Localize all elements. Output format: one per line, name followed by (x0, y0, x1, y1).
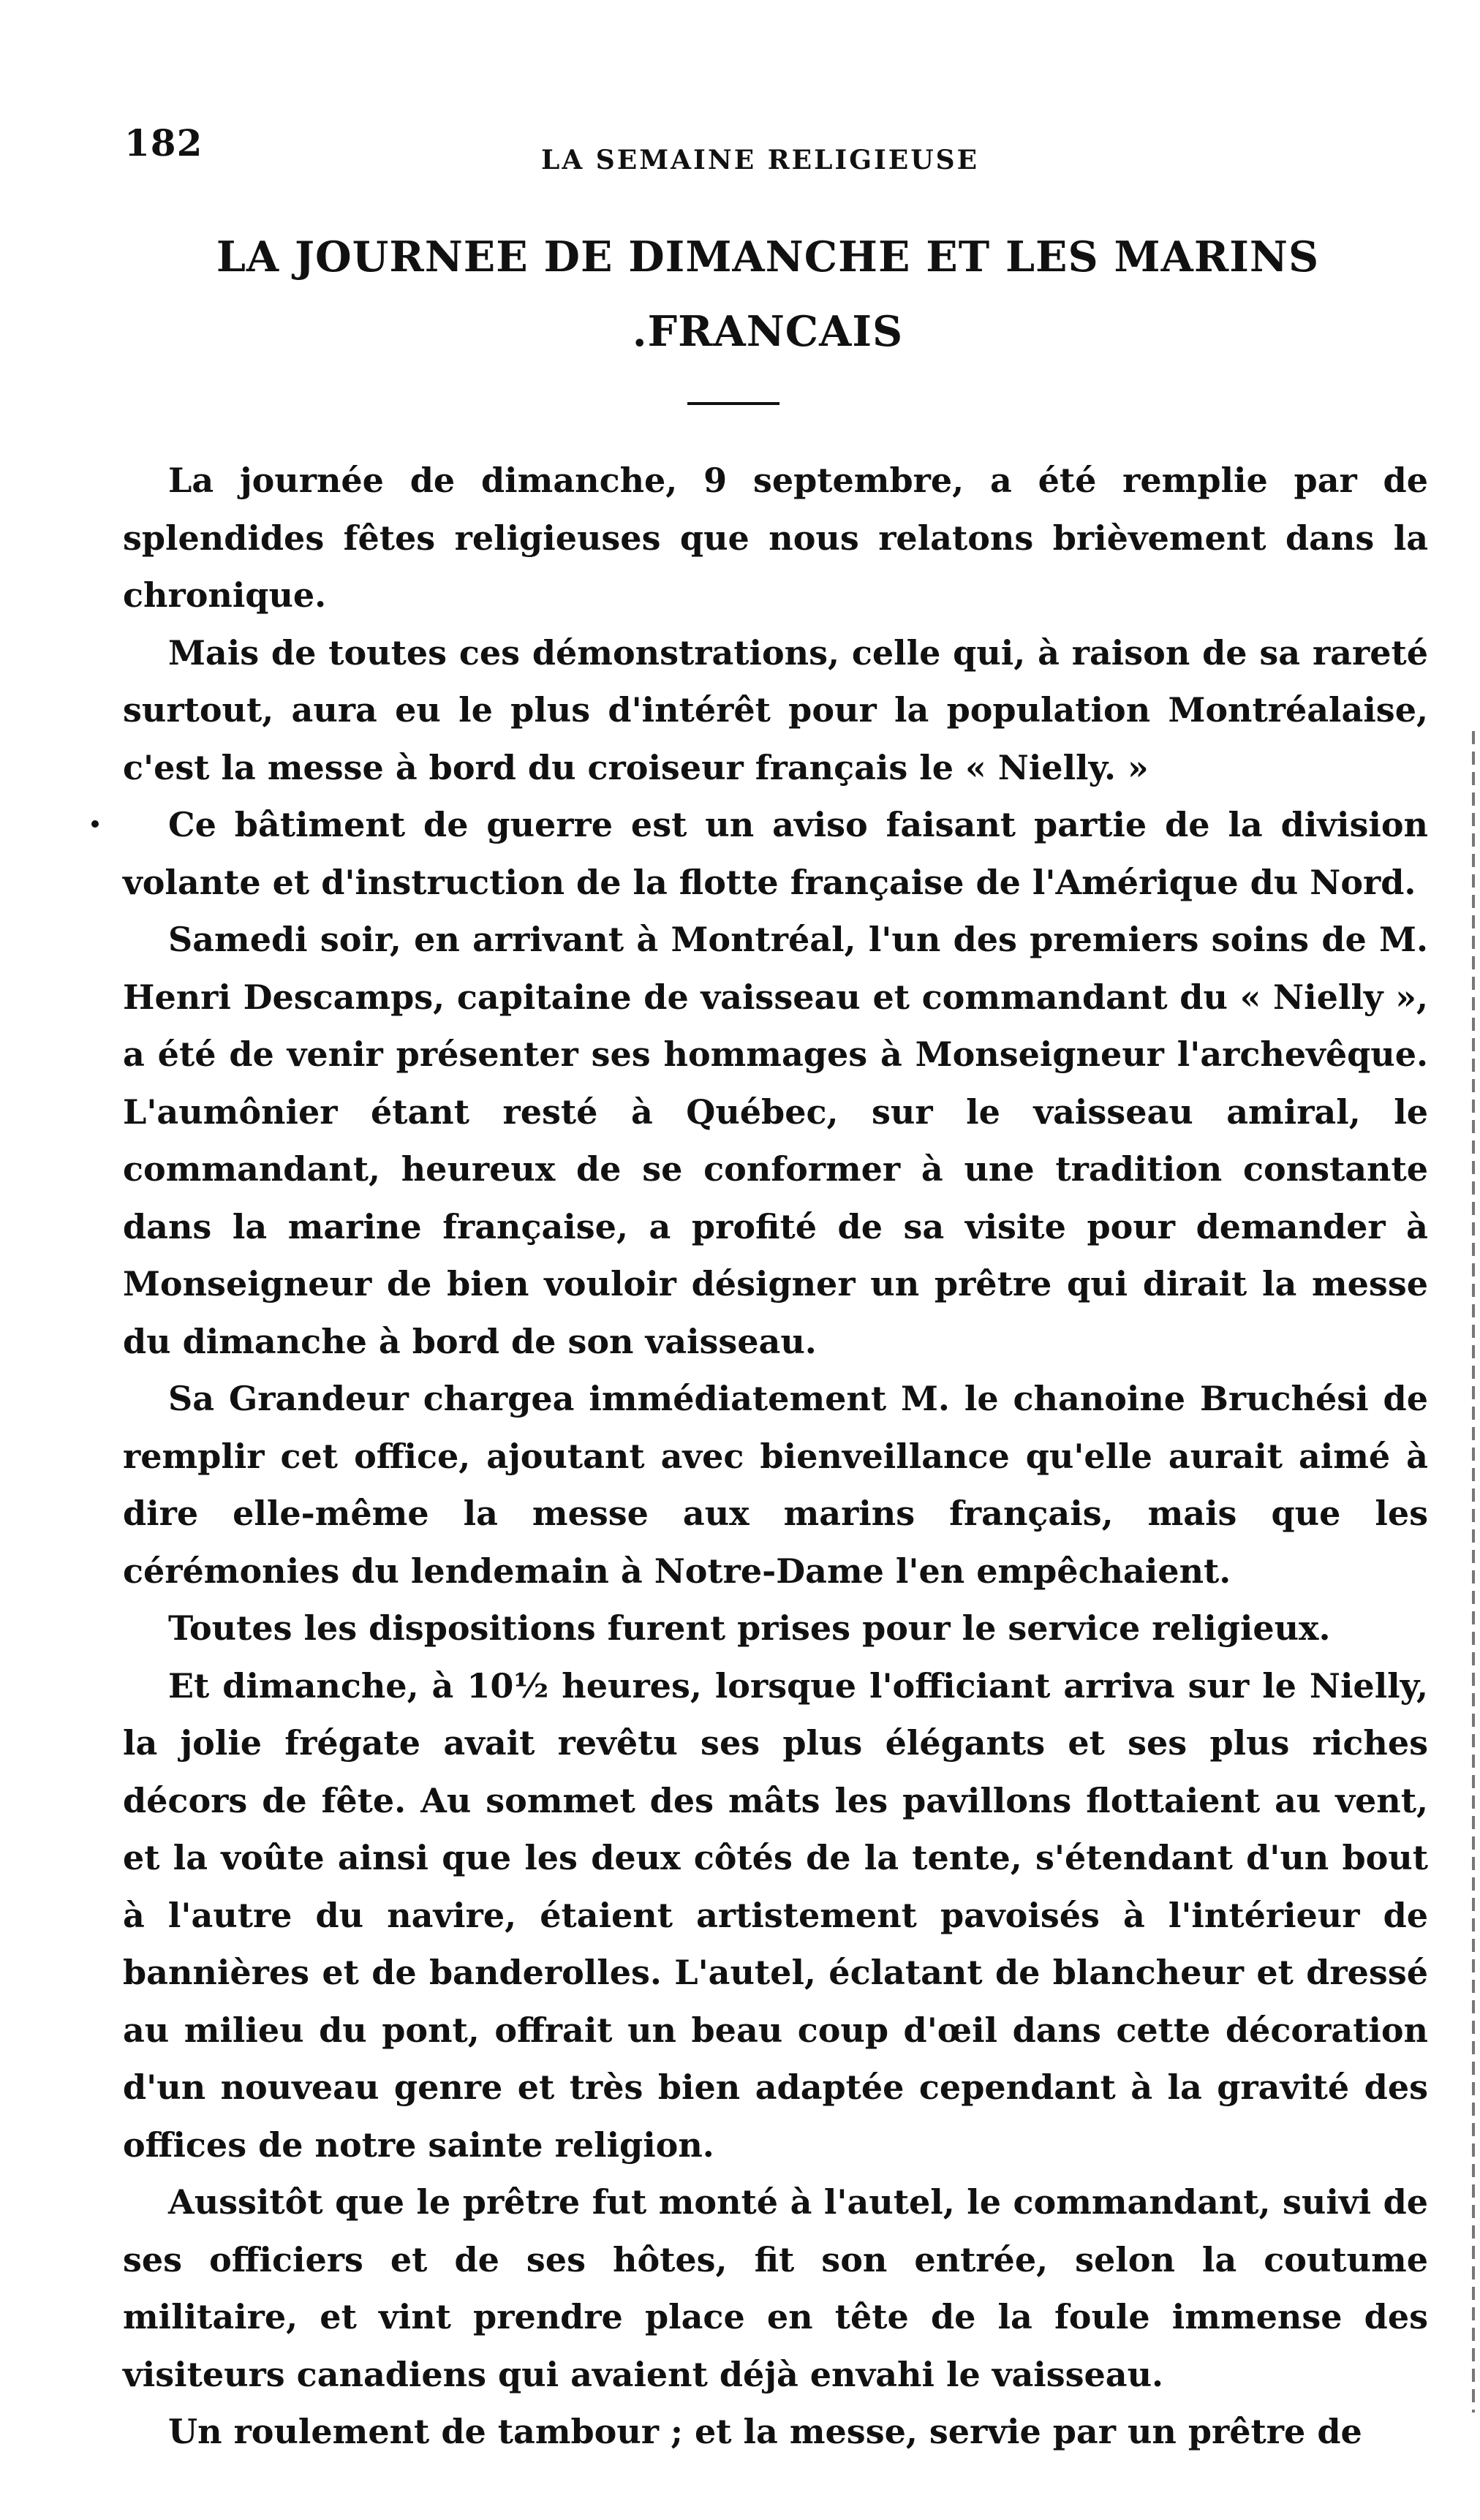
running-head: LA SEMAINE RELIGIEUSE (541, 145, 980, 175)
title-divider (687, 402, 779, 405)
article-title-line-1: LA JOURNEE DE DIMANCHE ET LES MARINS (216, 232, 1320, 281)
paragraph: Et dimanche, à 10½ heures, lorsque l'officiant arriva sur le Nielly, la jolie frégate avait revêtu ses plus élégants et ses plus riches décors de fête. Au sommet des mâts les pavillons flottaient au vent, et la voûte ainsi que les deux côtés de la tente, s'étendant d'un bout à l'autre du navire, étaient artistement pavoisés à l'intérieur de bannières et de banderolles. L'autel, éclatant de blancheur et dressé au milieu du pont, offrait un beau coup d'œil dans cette décoration d'un nouveau genre et très bien adaptée cependant à la gravité des offices de notre sainte religion. (123, 1665, 1428, 2165)
paragraph: Mais de toutes ces démonstrations, celle qui, à raison de sa rareté surtout, aura eu le plus d'intérêt pour la population Montréalaise, c'est la messe à bord du croiseur français le « Nielly. » (123, 632, 1428, 787)
article-title-line-2: .FRANCAIS (632, 307, 904, 356)
article-body (123, 452, 1428, 2461)
paragraph: Samedi soir, en arrivant à Montréal, l'un des premiers soins de M. Henri Descamps, capitaine de vaisseau et commandant du « Nielly », a été de venir présenter ses hommages à Monseigneur l'archevêque. L'aumônier étant resté à Québec, sur le vaisseau amiral, le commandant, heureux de se conformer à une tradition constante dans la marine française, a profité de sa visite pour demander à Monseigneur de bien vouloir désigner un prêtre qui dirait la messe du dimanche à bord de son vaisseau. (123, 920, 1428, 1361)
margin-dot (91, 820, 99, 828)
paragraph: Aussitôt que le prêtre fut monté à l'autel, le commandant, suivi de ses officiers et de ses hôtes, fit son entrée, selon la coutume militaire, et vint prendre place en tête de la foule immense des visiteurs canadiens qui avaient déjà envahi le vaisseau. (123, 2182, 1428, 2394)
paragraph: Toutes les dispositions furent prises pour le service religieux. (168, 1608, 1331, 1648)
paragraph: Un roulement de tambour ; et la messe, servie par un prêtre de (168, 2412, 1362, 2451)
page-number: 182 (124, 121, 203, 164)
paragraph: Ce bâtiment de guerre est un aviso faisant partie de la division volante et d'instruction de la flotte française de l'Amérique du Nord. (123, 805, 1428, 902)
page-edge-shadow (1472, 731, 1475, 2413)
paragraph: La journée de dimanche, 9 septembre, a été remplie par de splendides fêtes religieuses que nous relatons brièvement dans la chronique. (123, 461, 1428, 615)
paragraph: Sa Grandeur chargea immédiatement M. le chanoine Bruchési de remplir cet office, ajoutant avec bienveillance qu'elle aurait aimé à dire elle-même la messe aux marins français, mais que les cérémonies du lendemain à Notre-Dame l'en empêchaient. (123, 1379, 1428, 1591)
